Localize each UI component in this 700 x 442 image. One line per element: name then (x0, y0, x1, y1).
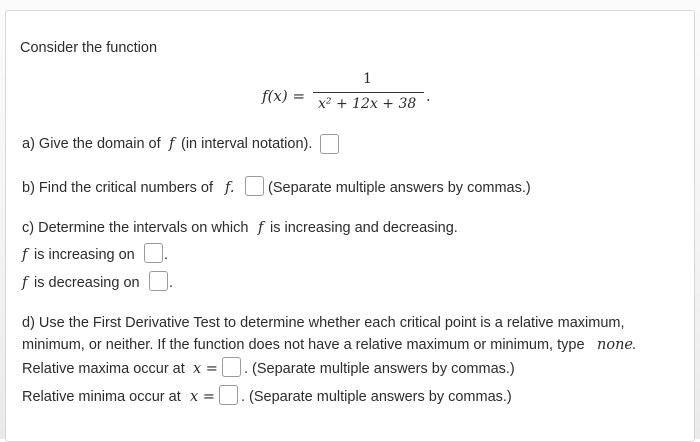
part-b-text: b) Find the critical numbers of (22, 180, 213, 196)
decreasing-text: is decreasing on (34, 275, 140, 291)
part-d-line2-end: . (632, 337, 637, 353)
relative-maxima-input[interactable] (222, 357, 241, 377)
part-d-line1: d) Use the First Derivative Test to determine whether each critical point is a relative maximum, (22, 315, 625, 331)
decreasing-var: f (22, 275, 28, 291)
decreasing-interval-input[interactable] (149, 271, 168, 291)
part-d-line2: minimum, or neither. If the function does not have a relative maximum or minimum, type (22, 337, 585, 353)
part-c-text2: is increasing and decreasing. (270, 220, 458, 236)
minima-var: x = (190, 389, 215, 405)
part-a-text: a) Give the domain of (22, 136, 161, 152)
critical-numbers-input[interactable] (245, 176, 264, 196)
function-denominator: x² + 12x + 38 (318, 96, 417, 112)
increasing-end: . (164, 247, 169, 263)
minima-text: Relative minima occur at (22, 389, 181, 405)
function-numerator: 1 (363, 71, 372, 87)
decreasing-end: . (169, 275, 174, 291)
part-a-text2: (in interval notation). (181, 136, 313, 152)
maxima-note: . (Separate multiple answers by commas.) (244, 361, 515, 377)
maxima-var: x = (193, 361, 218, 377)
part-c-text: c) Determine the intervals on which (22, 220, 249, 236)
part-c-var: f (258, 220, 264, 236)
part-b-note: (Separate multiple answers by commas.) (268, 180, 531, 196)
increasing-text: is increasing on (34, 247, 135, 263)
increasing-interval-input[interactable] (144, 243, 163, 263)
minima-note: . (Separate multiple answers by commas.) (241, 389, 512, 405)
domain-answer-input[interactable] (320, 134, 339, 154)
fraction-bar (313, 92, 424, 93)
intro-text: Consider the function (20, 40, 158, 56)
increasing-var: f (22, 247, 28, 263)
maxima-text: Relative maxima occur at (22, 361, 185, 377)
part-a-var: f (169, 136, 175, 152)
part-b-var: f. (225, 180, 235, 196)
function-lhs: f(x) = (262, 87, 306, 105)
part-d-none-word: none (597, 337, 633, 353)
function-end: . (426, 89, 431, 105)
relative-minima-input[interactable] (219, 385, 238, 405)
